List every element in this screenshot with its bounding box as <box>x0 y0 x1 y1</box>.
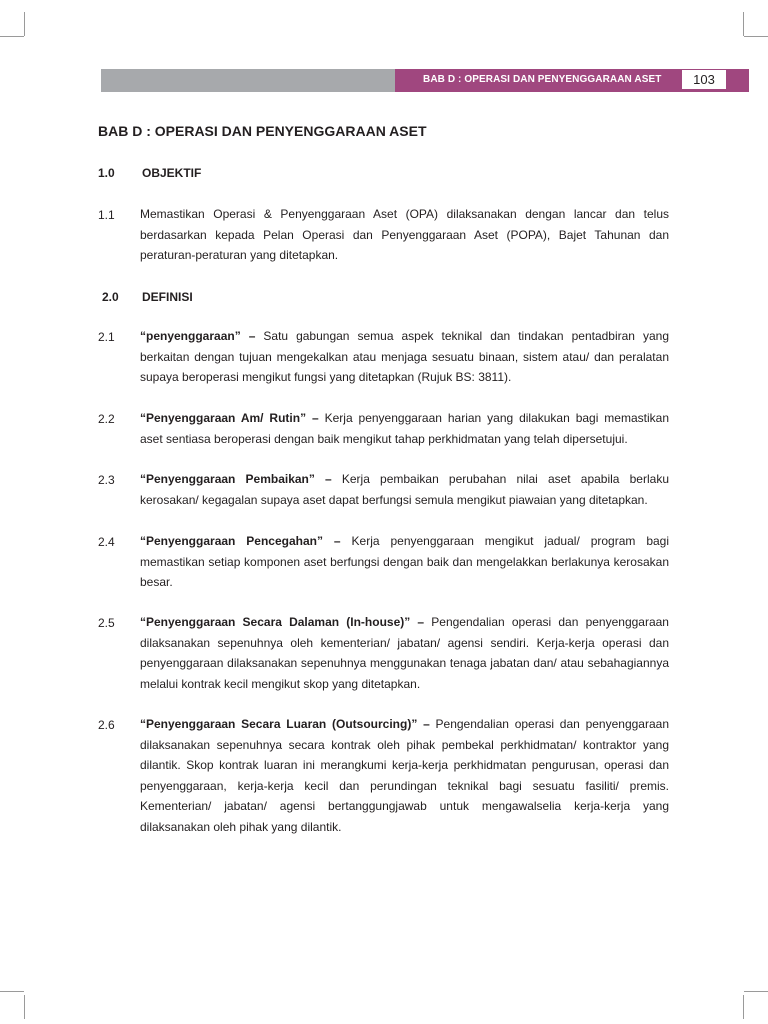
definition-text: Kerja pembaikan perubahan nilai aset apabila berlaku kerosakan/ kegagalan supaya aset dapat berfungsi semula mengikut piawaian yang ditetapkan. <box>140 472 669 507</box>
definition-paragraph <box>140 408 669 449</box>
definition-paragraph <box>140 714 669 837</box>
crop-mark <box>743 12 744 36</box>
section-number: 2.0 <box>102 290 119 304</box>
definition-text: Pengendalian operasi dan penyenggaraan dilaksanakan sepenuhnya secara kontrak oleh pihak pembekal perkhidmatan/ kontraktor yang dilantik. Skop kontrak luaran ini merangkumi kerja-kerja perkhidmatan pengurusan, operasi dan penyenggaraan, kerja-kerja kecil dan perundingan teknikal bagi sesuatu fasiliti/ premis. Kementerian/ jabatan/ agensi bertanggungjawab untuk mengawalselia kerja-kerja yang dilaksanakan oleh pihak yang dilantik. <box>140 717 669 834</box>
item-number: 2.5 <box>98 616 115 630</box>
running-header <box>101 69 749 92</box>
section-heading: DEFINISI <box>142 290 193 304</box>
definition-text: Satu gabungan semua aspek teknikal dan tindakan pentadbiran yang berkaitan dengan tujuan mengekalkan atau menjaga sesuatu binaan, sistem atau/ dan peralatan supaya beroperasi mengikut fungsi yang ditetapkan (Rujuk BS: 3811). <box>140 329 670 384</box>
definition-paragraph <box>140 326 669 388</box>
item-number: 2.4 <box>98 535 115 549</box>
crop-mark <box>0 991 24 992</box>
item-number: 2.2 <box>98 412 115 426</box>
crop-mark <box>744 36 768 37</box>
section-number: 1.0 <box>98 166 115 180</box>
item-number: 2.3 <box>98 473 115 487</box>
definition-text: Kerja penyenggaraan mengikut jadual/ program bagi memastikan setiap komponen aset berfungsi dengan baik dan mengelakkan berlakunya kerosakan besar. <box>140 534 670 589</box>
crop-mark <box>24 12 25 36</box>
crop-mark <box>0 36 24 37</box>
chapter-title: BAB D : OPERASI DAN PENYENGGARAAN ASET <box>98 123 427 139</box>
definition-term: “Penyenggaraan Pembaikan” – <box>140 472 332 486</box>
crop-mark <box>743 995 744 1019</box>
definition-term: “Penyenggaraan Secara Luaran (Outsourcing)” – <box>140 717 430 731</box>
definition-term: “Penyenggaraan Secara Dalaman (In-house)” – <box>140 615 425 629</box>
item-text: Memastikan Operasi & Penyenggaraan Aset (OPA) dilaksanakan dengan lancar dan telus berdasarkan kepada Pelan Operasi dan Penyenggaraan Aset (POPA), Bajet Tahunan dan peraturan-peraturan yang ditetapkan. <box>140 207 669 262</box>
crop-mark <box>24 995 25 1019</box>
definition-term: “Penyenggaraan Am/ Rutin” – <box>140 411 319 425</box>
definition-term: “Penyenggaraan Pencegahan” – <box>140 534 341 548</box>
definition-term: “penyenggaraan” – <box>140 329 256 343</box>
header-chapter-title: BAB D : OPERASI DAN PENYENGGARAAN ASET <box>423 74 662 85</box>
definition-text: Pengendalian operasi dan penyenggaraan dilaksanakan sepenuhnya oleh kementerian/ jabatan/ agensi sendiri. Kerja-kerja operasi dan penyenggaraan dilaksanakan sepenuhnya menggunakan tenaga jabatan dan/ atau sebahagiannya melalui kontrak kecil mengikut skop yang ditetapkan. <box>140 615 669 691</box>
item-number: 2.1 <box>98 330 115 344</box>
definition-paragraph <box>140 469 669 510</box>
definition-text: Kerja penyenggaraan harian yang dilakukan bagi memastikan aset sentiasa beroperasi dengan baik mengikut tahap perkhidmatan yang telah dipersetujui. <box>140 411 669 446</box>
crop-mark <box>744 991 768 992</box>
item-number: 1.1 <box>98 208 115 222</box>
page-number: 103 <box>681 69 727 90</box>
item-paragraph <box>140 204 669 266</box>
section-heading: OBJEKTIF <box>142 166 202 180</box>
item-number: 2.6 <box>98 718 115 732</box>
definition-paragraph <box>140 612 669 694</box>
definition-paragraph <box>140 531 669 593</box>
header-grey-band <box>101 69 395 92</box>
